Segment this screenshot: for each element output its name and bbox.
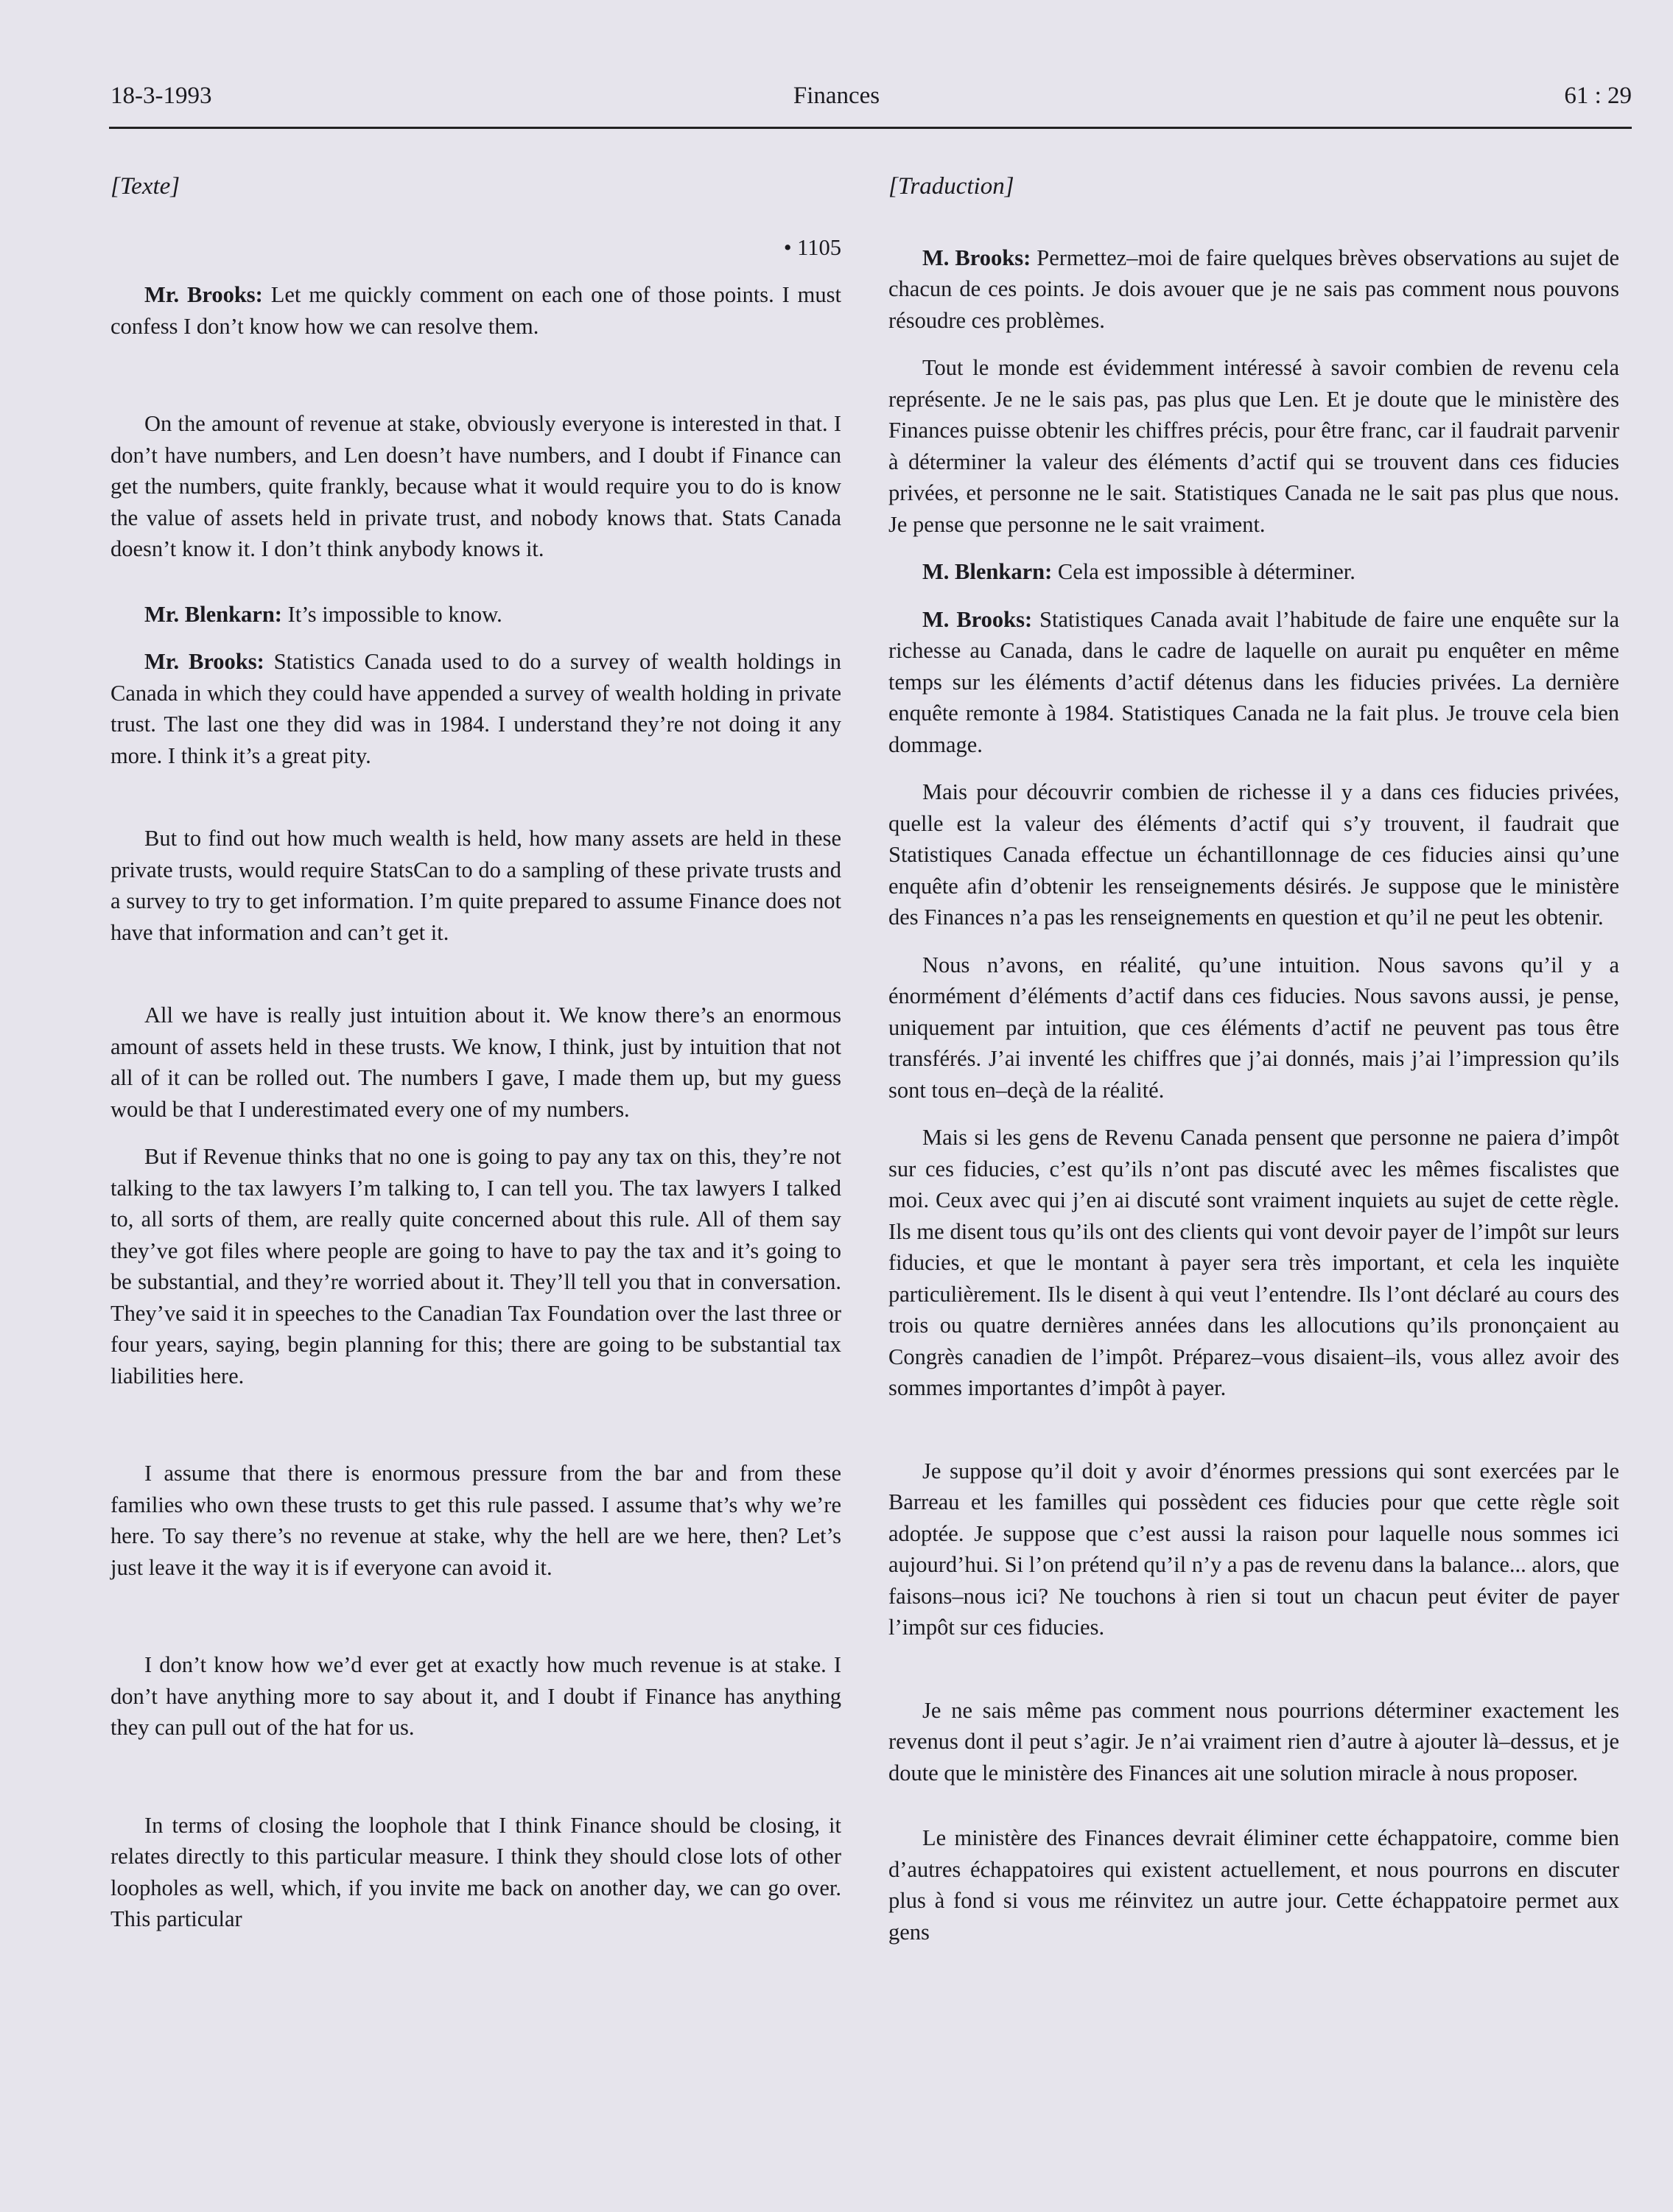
language-label-text: Texte	[119, 173, 171, 200]
paragraph-text: Je suppose qu’il doit y avoir d’énormes pressions qui sont exercées par le Barreau et les familles qui possèdent ces fiducies pour que cette règle soit adoptée. Je suppose que c’est aussi la raison pour laquelle nous sommes ici aujourd’hui. Si l’on prétend qu’il n’y a pas de revenu dans la balance... alors, que faisons–nous ici? Ne touchons à rien si tout un chacun peut éviter de payer l’impôt sur ces fiducies.	[888, 1458, 1619, 1640]
paragraph	[111, 646, 841, 771]
paragraph-text: All we have is really just intuition about it. We know there’s an enormous amount of assets held in these trusts. We know, I think, just by intuition that not all of it can be rolled out. The numbers I gave, I made them up, but my guess would be that I underestimated every one of my numbers.	[111, 1003, 841, 1122]
time-marker: • 1105	[783, 234, 841, 260]
speaker-name: Mr. Blenkarn:	[144, 601, 282, 627]
paragraph	[888, 776, 1619, 933]
paragraph	[888, 352, 1619, 540]
language-label: [Traduction]	[888, 173, 1014, 200]
paragraph-text: Cela est impossible à déterminer.	[1052, 559, 1355, 584]
paragraph	[111, 1458, 841, 1583]
paragraph	[111, 279, 841, 342]
paragraph	[888, 556, 1619, 588]
paragraph-text: On the amount of revenue at stake, obviously everyone is interested in that. I don’t have numbers, and Len doesn’t have numbers, and I doubt if Finance can get the numbers, quite frankly, because what it would require you to do is know the value of assets held in private trust, and nobody knows that. Stats Canada doesn’t know it. I don’t think anybody knows it.	[111, 411, 841, 561]
paragraph-text: Statistics Canada used to do a survey of wealth holdings in Canada in which they could have appended a survey of wealth holding in private trust. The last one they did was in 1984. I understand they’re not doing it any more. I think it’s a great pity.	[111, 649, 841, 768]
header-page-number: 61 : 29	[1564, 82, 1632, 109]
paragraph	[888, 1695, 1619, 1789]
speaker-name: Mr. Brooks:	[144, 649, 264, 674]
paragraph-text: I assume that there is enormous pressure from the bar and from these families who own these trusts to get this rule passed. I assume that’s why we’re here. To say there’s no revenue at stake, why the hell are we here, then? Let’s just leave it the way it is if everyone can avoid it.	[111, 1461, 841, 1580]
header-date: 18-3-1993	[111, 82, 212, 109]
paragraph-text: I don’t know how we’d ever get at exactly how much revenue is at stake. I don’t have anything more to say about it, and I doubt if Finance has anything they can pull out of the hat for us.	[111, 1652, 841, 1740]
paragraph	[111, 1000, 841, 1125]
paragraph	[111, 823, 841, 948]
paragraph-text: Let me quickly comment on each one of those points. I must confess I don’t know how we can resolve them.	[111, 282, 841, 339]
paragraph-text: Mais pour découvrir combien de richesse il y a dans ces fiducies privées, quelle est la valeur des éléments d’actif qui s’y trouvent, il faudrait que Statistiques Canada effectue un échantillonnage de ces fiducies ainsi qu’une enquête afin d’obtenir les renseignements désirés. Je suppose que le ministère des Finances n’a pas les renseignements en question et qu’il ne peut les obtenir.	[888, 779, 1619, 930]
paragraph	[888, 242, 1619, 337]
paragraph-text: But if Revenue thinks that no one is going to pay any tax on this, they’re not talking to the tax lawyers I’m talking to, I can tell you. The tax lawyers I talked to, all sorts of them, are really quite concerned about this rule. All of them say they’ve got files where people are going to have to pay the tax and it’s going to be substantial, and they’re worried about it. They’ll tell you that in conversation. They’ve said it in speeches to the Canadian Tax Foundation over the last three or four years, saying, begin planning for this; there are going to be substantial tax liabilities here.	[111, 1144, 841, 1388]
paragraph	[111, 599, 841, 631]
paragraph	[888, 1122, 1619, 1404]
speaker-name: M. Brooks:	[922, 606, 1033, 632]
paragraph	[888, 1456, 1619, 1643]
paragraph-text: Le ministère des Finances devrait éliminer cette échappatoire, comme bien d’autres échappatoires qui existent actuellement, et nous pourrons en discuter plus à fond si vous me réinvitez un autre jour. Cette échappatoire permet aux gens	[888, 1825, 1619, 1945]
language-label: [Texte]	[111, 173, 180, 200]
speaker-name: M. Brooks:	[922, 245, 1031, 270]
paragraph-text: In terms of closing the loophole that I think Finance should be closing, it relates directly to this particular measure. I think they should close lots of other loopholes as well, which, if you invite me back on another day, we can go over. This particular	[111, 1812, 841, 1931]
paragraph-text: Mais si les gens de Revenu Canada pensent que personne ne paiera d’impôt sur ces fiducies, c’est qu’ils n’ont pas discuté avec les mêmes fiscalistes que moi. Ceux avec qui j’en ai discuté sont vraiment inquiets au sujet de cette règle. Ils me disent tous qu’ils ont des clients qui vont devoir payer de l’impôt sur leurs fiducies, et que le montant à payer sera très important, et cela les inquiète particulièrement. Ils le disent à qui veut l’entendre. Ils l’ont déclaré au cours des trois ou quatre dernières années dans les allocutions qu’ils prononçaient au Congrès canadien de l’impôt. Préparez–vous disaient–ils, vous allez avoir des sommes importantes d’impôt à payer.	[888, 1125, 1619, 1400]
paragraph	[888, 949, 1619, 1106]
paragraph-text: Permettez–moi de faire quelques brèves observations au sujet de chacun de ces points. Je dois avouer que je ne sais pas comment nous pouvons résoudre ces problèmes.	[888, 245, 1620, 333]
paragraph	[111, 408, 841, 565]
language-label-text: Traduction	[897, 173, 1005, 200]
french-column	[888, 171, 1619, 1948]
paragraph-text: Nous n’avons, en réalité, qu’une intuition. Nous savons qu’il y a énormément d’éléments d’actif dans ces fiducies. Nous savons aussi, je pense, uniquement par intuition, que ces éléments d’actif ne peuvent pas tous être transférés. J’ai inventé les chiffres que j’ai donnés, mais j’ai l’impression qu’ils sont tous en–deçà de la réalité.	[888, 952, 1619, 1103]
header-rule	[109, 127, 1632, 129]
paragraph-text: Tout le monde est évidemment intéressé à savoir combien de revenu cela représente. Je ne le sais pas, pas plus que Len. Et je doute que le ministère des Finances puisse obtenir les chiffres précis, pour être franc, car il faudrait parvenir à déterminer la valeur des éléments d’actif qui se trouvent dans ces fiducies privées, et personne ne le sait. Statistiques Canada ne le sait pas plus que nous. Je pense que personne ne le sait vraiment.	[888, 355, 1619, 537]
paragraph	[111, 1649, 841, 1744]
english-column	[111, 171, 841, 1935]
paragraph	[888, 1822, 1619, 1948]
speaker-name: M. Blenkarn:	[922, 559, 1053, 584]
paragraph-text: But to find out how much wealth is held, how many assets are held in these private trusts, would require StatsCan to do a sampling of these private trusts and a survey to try to get information. I’m quite prepared to assume Finance does not have that information and can’t get it.	[111, 826, 841, 945]
paragraph-text: Statistiques Canada avait l’habitude de faire une enquête sur la richesse au Canada, dans le cadre de laquelle on aurait pu enquêter en même temps sur les éléments d’actif détenus dans les fiducies privées. La dernière enquête remonte à 1984. Statistiques Canada ne la fait plus. Je trouve cela bien dommage.	[888, 606, 1619, 757]
speaker-name: Mr. Brooks:	[144, 282, 263, 307]
paragraph	[888, 604, 1619, 761]
paragraph	[111, 1141, 841, 1391]
paragraph	[111, 1810, 841, 1935]
paragraph-text: It’s impossible to know.	[281, 601, 502, 627]
header-title: Finances	[793, 82, 880, 109]
paragraph-text: Je ne sais même pas comment nous pourrions déterminer exactement les revenus dont il peut s’agir. Je n’ai vraiment rien d’autre à ajouter là–dessus, et je doute que le ministère des Finances ait une solution miracle à nous proposer.	[888, 1697, 1619, 1786]
